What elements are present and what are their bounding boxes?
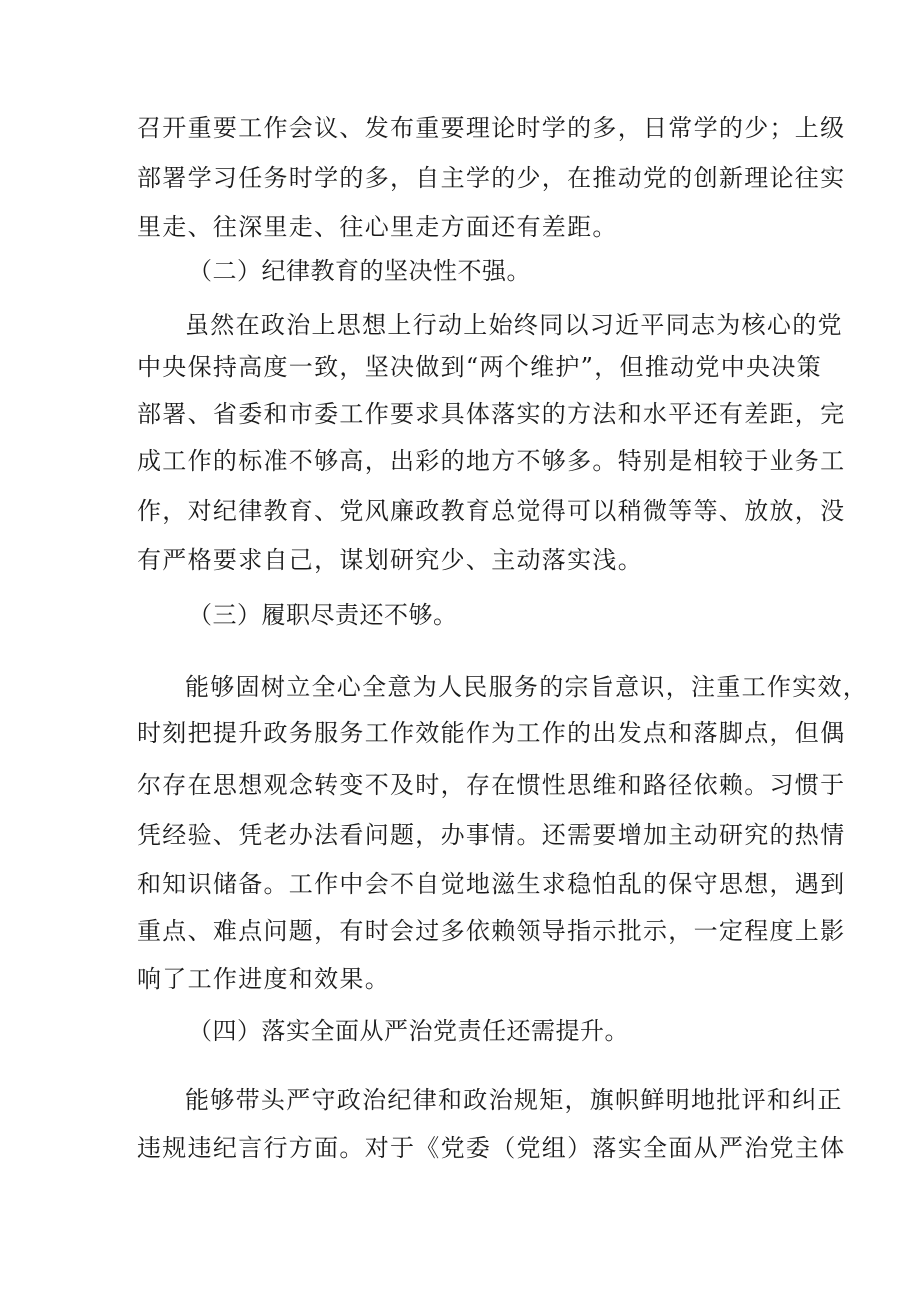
- paragraph-line: 尔存在思想观念转变不及时，存在惯性思维和路径依赖。习惯于: [137, 771, 846, 799]
- paragraph-line: 响了工作进度和效果。: [137, 965, 390, 993]
- section-heading-3: （三）履职尽责还不够。: [188, 601, 458, 629]
- paragraph-line: 作，对纪律教育、党风廉政教育总觉得可以稍微等等、放放，没: [137, 497, 846, 525]
- paragraph-line: 能够带头严守政治纪律和政治规矩，旗帜鲜明地批评和纠正: [185, 1086, 843, 1114]
- section-heading-2: （二）纪律教育的坚决性不强。: [188, 257, 531, 285]
- paragraph-line: 有严格要求自己，谋划研究少、主动落实浅。: [137, 546, 643, 574]
- paragraph-line: 里走、往深里走、往心里走方面还有差距。: [137, 213, 618, 241]
- paragraph-line: 时刻把提升政务服务工作效能作为工作的出发点和落脚点，但偶: [137, 719, 846, 747]
- paragraph-line: 违规违纪言行方面。对于《党委（党组）落实全面从严治党主体: [137, 1134, 846, 1162]
- paragraph-line: 和知识储备。工作中会不自觉地滋生求稳怕乱的保守思想，遇到: [137, 870, 846, 898]
- paragraph-line: 虽然在政治上思想上行动上始终同以习近平同志为核心的党: [185, 311, 843, 339]
- paragraph-line: 能够固树立全心全意为人民服务的宗旨意识，注重工作实效，: [185, 673, 869, 701]
- paragraph-line: 凭经验、凭老办法看问题，办事情。还需要增加主动研究的热情: [137, 821, 846, 849]
- paragraph-line: 成工作的标准不够高，出彩的地方不够多。特别是相较于业务工: [137, 447, 846, 475]
- section-heading-4: （四）落实全面从严治党责任还需提升。: [188, 1017, 629, 1045]
- paragraph-line: 部署、省委和市委工作要求具体落实的方法和水平还有差距，完: [137, 400, 846, 428]
- paragraph-line: 召开重要工作会议、发布重要理论时学的多，日常学的少；上级: [137, 114, 846, 142]
- paragraph-line: 重点、难点问题，有时会过多依赖领导指示批示，一定程度上影: [137, 917, 846, 945]
- paragraph-line: 中央保持高度一致，坚决做到“两个维护”，但推动党中央决策: [137, 353, 822, 381]
- paragraph-line: 部署学习任务时学的多，自主学的少，在推动党的创新理论往实: [137, 164, 846, 192]
